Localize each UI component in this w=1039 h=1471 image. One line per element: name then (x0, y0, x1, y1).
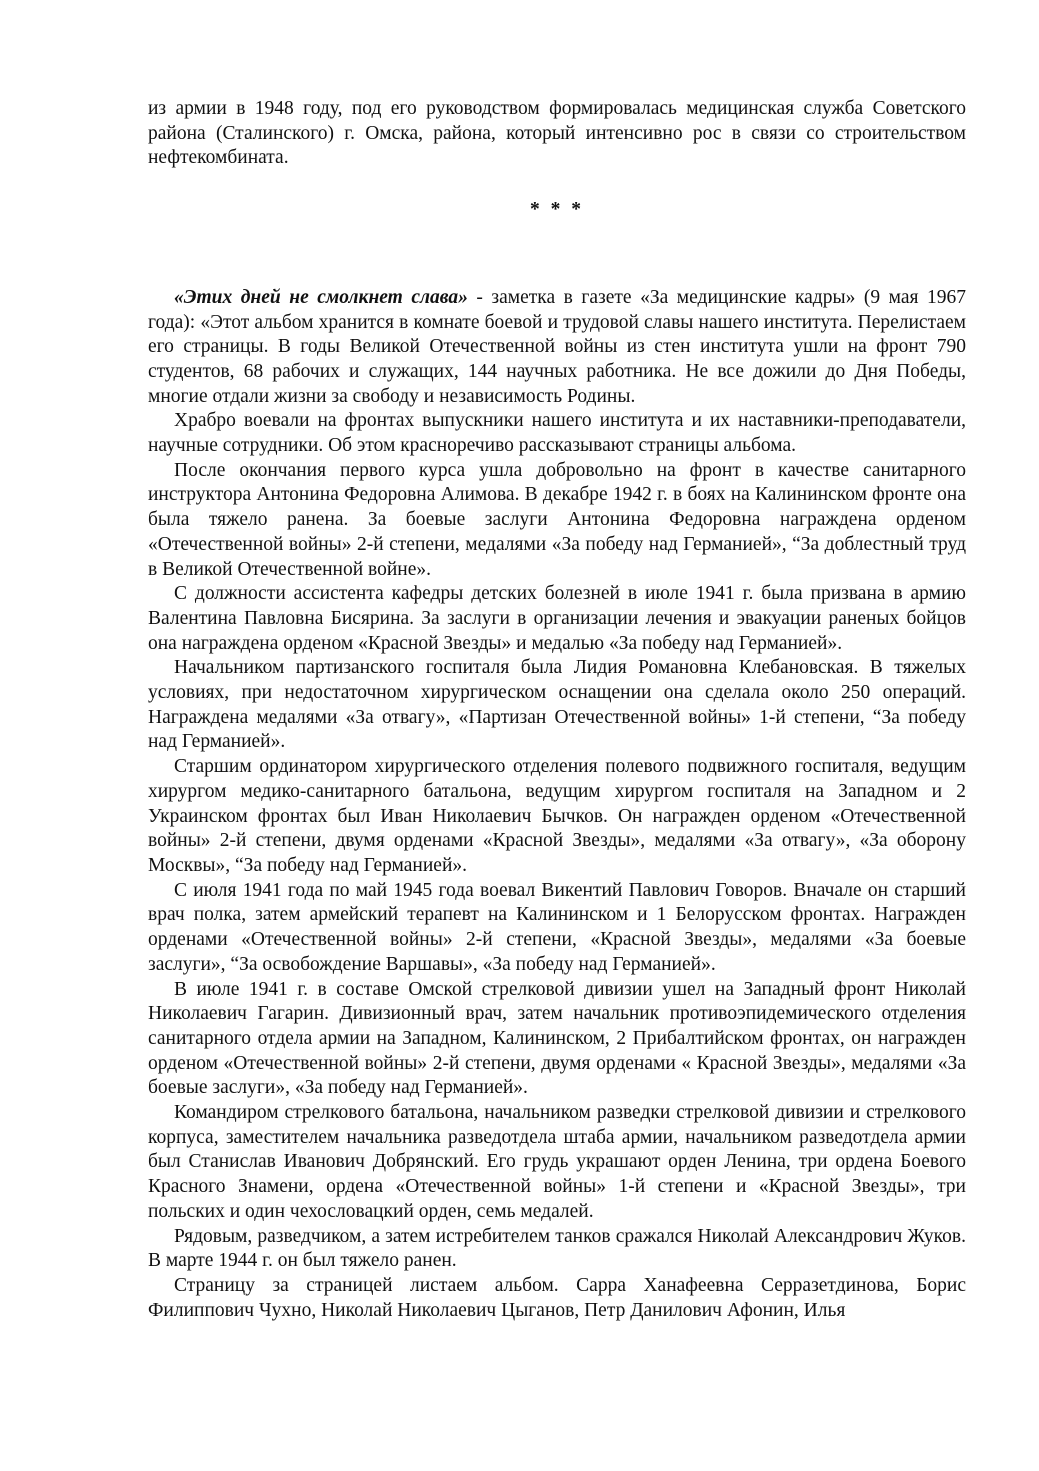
note-title: «Этих дней не смолкнет слава» (174, 286, 468, 308)
paragraph: После окончания первого курса ушла добровольно на фронт в качестве санитарного инструктора Антонина Федоровна Алимова. В декабре 1942 г. в боях на Калининском фронте она была тяжело ранена. За боевые заслуги Антонина Федоровна награждена орденом «Отечественной войны» 2-й степени, медалями «За победу над Германией», “За доблестный труд в Великой Отечественной войне». (148, 459, 966, 580)
paragraph: В июле 1941 г. в составе Омской стрелковой дивизии ушел на Западный фронт Николай Николаевич Гагарин. Дивизионный врач, затем начальник противоэпидемического отделения санитарного отдела армии на Западном, Калининском, 2 Прибалтийском фронтах, он награжден орденом «Отечественной войны» 2-й степени, двумя орденами « Красной Звезды», медалями «За боевые заслуги», «За победу над Германией». (148, 978, 966, 1099)
paragraph: Командиром стрелкового батальона, начальником разведки стрелковой дивизии и стрелкового корпуса, заместителем начальника разведотдела штаба армии, начальником разведотдела армии был Станислав Иванович Добрянский. Его грудь украшают орден Ленина, три ордена Боевого Красного Знамени, ордена «Отечественной войны» 1-й степени и «Красной Звезды», три польских и один чехословацкий орден, семь медалей. (148, 1102, 966, 1222)
intro-paragraph: из армии в 1948 году, под его руководством формировалась медицинская служба Советского района (Сталинского) г. Омска, района, который интенсивно рос в связи со строительством нефтекомбината. (148, 98, 966, 169)
paragraph: Начальником партизанского госпиталя была Лидия Романовна Клебановская. В тяжелых условиях, при недостаточном хирургическом оснащении она сделала около 250 операций. Награждена медалями «За отвагу», «Партизан Отечественной войны» 1-й степени, “За победу над Германией». (148, 657, 966, 753)
paragraph: С июля 1941 года по май 1945 года воевал Викентий Павлович Говоров. Вначале он старший врач полка, затем армейский терапевт на Калининском и 1 Белорусском фронтах. Награжден орденами «Отечественной войны» 2-й степени, «Красной Звезды», медалями «За боевые заслуги», “За освобождение Варшавы», «За победу над Германией». (148, 879, 966, 975)
note-paragraph (148, 286, 966, 410)
paragraph: Страницу за страницей листаем альбом. Сарра Ханафеевна Серразетдинова, Борис Филиппович Чухно, Николай Николаевич Цыганов, Петр Данилович Афонин, Илья (148, 1274, 966, 1321)
paragraph: Рядовым, разведчиком, а затем истребителем танков сражался Николай Александрович Жуков. В марте 1944 г. он был тяжело ранен. (148, 1225, 966, 1272)
paragraph: Старшим ординатором хирургического отделения полевого подвижного госпиталя, ведущим хирургом медико-санитарного батальона, ведущим хирургом госпиталя на Западном и 2 Украинском фронтах был Иван Николаевич Бычков. Он награжден орденом «Отечественной войны» 2-й степени, двумя орденами «Красной Звезды», медалями «За отвагу», «За оборону Москвы», “За победу над Германией». (148, 756, 966, 876)
section-separator: * * * (530, 199, 584, 221)
note-text: - заметка в газете «За медицинские кадры» (9 мая 1967 года): «Этот альбом хранится в комнате боевой и трудовой славы нашего института. Перелистаем его страницы. В годы Великой Отечественной войны из стен института ушли на фронт 790 студентов, 68 рабочих и служащих, 144 научных работника. Не все дожили до Дня Победы, многие отдали жизни за свободу и независимость Родины. (148, 286, 966, 407)
paragraph: Храбро воевали на фронтах выпускники нашего института и их наставники-преподаватели, научные сотрудники. Об этом красноречиво рассказывают страницы альбома. (148, 410, 966, 457)
paragraph: С должности ассистента кафедры детских болезней в июле 1941 г. была призвана в армию Валентина Павловна Бисярина. За заслуги в организации лечения и эвакуации раненых бойцов она награждена орденом «Красной Звезды» и медалью «За победу над Германией». (148, 583, 966, 654)
document-page (148, 97, 966, 1323)
